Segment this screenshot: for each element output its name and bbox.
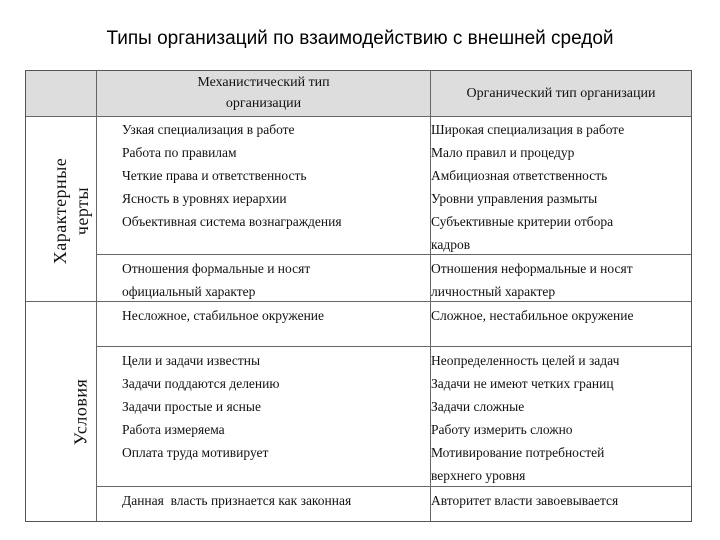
cond-group3-organic — [431, 489, 618, 512]
list-item: Работа по правилам — [122, 145, 237, 160]
divider-cond-group1 — [96, 346, 691, 347]
char-group2-mechanistic — [122, 257, 310, 303]
list-item: Задачи поддаются делению — [122, 376, 280, 391]
list-item: личностный характер — [431, 284, 556, 299]
list-item: официальный характер — [122, 284, 256, 299]
cond-group2-mechanistic — [122, 349, 279, 464]
char-group1-mechanistic — [122, 118, 342, 233]
list-item: Субъективные критерии отбора — [431, 214, 614, 229]
list-item: Работа измеряема — [122, 422, 225, 437]
list-item: Цели и задачи известны — [122, 353, 261, 368]
list-item: Уровни управления размыты — [431, 191, 598, 206]
side-label-characteristics — [49, 116, 95, 301]
list-item: Четкие права и ответственность — [122, 168, 307, 183]
list-item: Авторитет власти завоевывается — [431, 493, 619, 508]
list-item: Широкая специализация в работе — [431, 122, 625, 137]
side-label-char-line1: Характерные — [50, 157, 70, 265]
side-label-conditions: Условия — [70, 378, 91, 446]
list-item: Мало правил и процедур — [431, 145, 575, 160]
list-item: Отношения формальные и носят — [122, 261, 311, 276]
list-item: Отношения неформальные и носят — [431, 261, 633, 276]
cond-group3-mechanistic — [122, 489, 351, 512]
char-group2-organic — [431, 257, 633, 303]
list-item: Задачи простые и ясные — [122, 399, 261, 414]
comparison-table — [25, 70, 692, 522]
char-group1-organic — [431, 118, 624, 256]
header-mechanistic-line1: Механистический тип — [197, 75, 330, 90]
list-item: Узкая специализация в работе — [122, 122, 295, 137]
list-item: Работу измерить сложно — [431, 422, 573, 437]
page-title: Типы организаций по взаимодействию с внешней средой — [106, 28, 614, 49]
header-mechanistic — [97, 72, 430, 114]
list-item: верхнего уровня — [431, 468, 526, 483]
list-item: Ясность в уровнях иерархии — [122, 191, 287, 206]
side-label-char-line2: черты — [72, 186, 92, 236]
list-item: Неопределенность целей и задач — [431, 353, 620, 368]
list-item: Данная власть признается как законная — [122, 493, 352, 508]
list-item: Сложное, нестабильное окружение — [431, 308, 634, 323]
list-item: Задачи не имеют четких границ — [431, 376, 614, 391]
list-item: Оплата труда мотивирует — [122, 445, 269, 460]
divider-left — [96, 71, 97, 521]
list-item: Амбициозная ответственность — [431, 168, 608, 183]
list-item: Несложное, стабильное окружение — [122, 308, 325, 323]
divider-header — [26, 116, 691, 117]
cond-group1-mechanistic — [122, 304, 324, 327]
list-item: Мотивирование потребностей — [431, 445, 605, 460]
cond-group1-organic — [431, 304, 634, 327]
cond-group2-organic — [431, 349, 619, 487]
list-item: Объективная система вознаграждения — [122, 214, 342, 229]
header-mechanistic-line2: организации — [225, 96, 302, 111]
list-item: Задачи сложные — [431, 399, 525, 414]
list-item: кадров — [431, 237, 471, 252]
header-organic: Органический тип организации — [466, 86, 656, 101]
